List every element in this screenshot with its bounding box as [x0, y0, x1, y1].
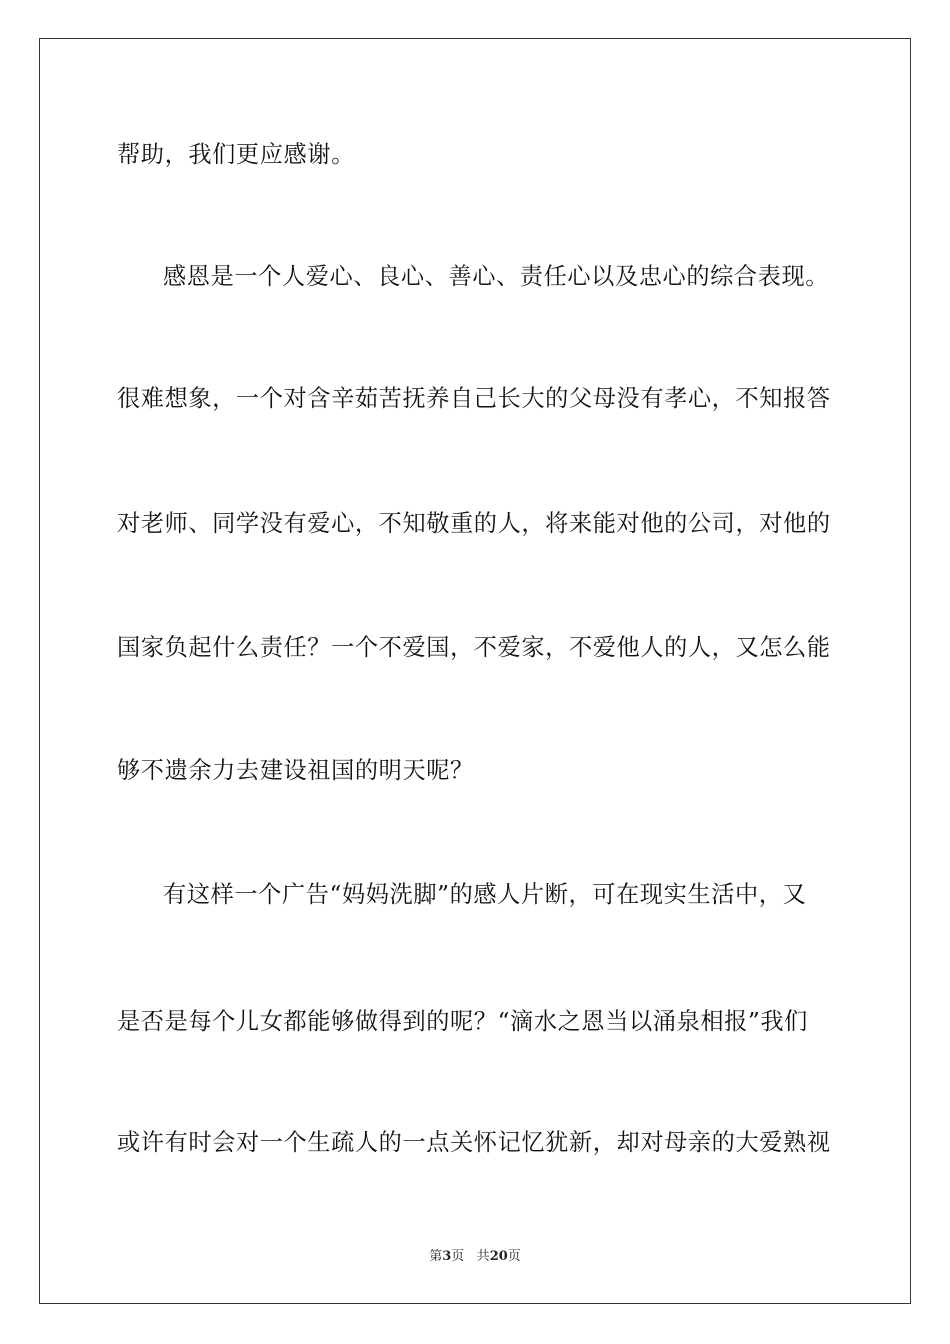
page-footer [0, 1249, 950, 1265]
text-line: 够不遗余力去建设祖国的明天呢？ [117, 757, 474, 784]
paragraph-start-line: 感恩是一个人爱心、良心、善心、责任心以及忠心的综合表现。 [163, 263, 830, 290]
text-line: 是否是每个儿女都能够做得到的呢？“滴水之恩当以涌泉相报”我们 [117, 1008, 808, 1035]
total-prefix: 共 [476, 1249, 490, 1264]
text-line: 帮助，我们更应感谢。 [117, 141, 355, 168]
text-line: 或许有时会对一个生疏人的一点关怀记忆犹新，却对母亲的大爱熟视 [117, 1129, 831, 1156]
total-pages: 20 [489, 1249, 508, 1264]
text-line: 对老师、同学没有爱心，不知敬重的人，将来能对他的公司，对他的 [117, 510, 831, 537]
page-border [39, 38, 911, 1304]
text-line: 国家负起什么责任？一个不爱国，不爱家，不爱他人的人，又怎么能 [117, 634, 831, 661]
text-line: 很难想象，一个对含辛茹苦抚养自己长大的父母没有孝心，不知报答 [117, 385, 831, 412]
paragraph-start-line: 有这样一个广告“妈妈洗脚”的感人片断，可在现实生活中，又 [163, 881, 807, 908]
page-suffix: 页 [451, 1249, 465, 1264]
page-number: 3 [442, 1249, 452, 1264]
total-suffix: 页 [507, 1249, 521, 1264]
page-prefix: 第 [429, 1249, 443, 1264]
